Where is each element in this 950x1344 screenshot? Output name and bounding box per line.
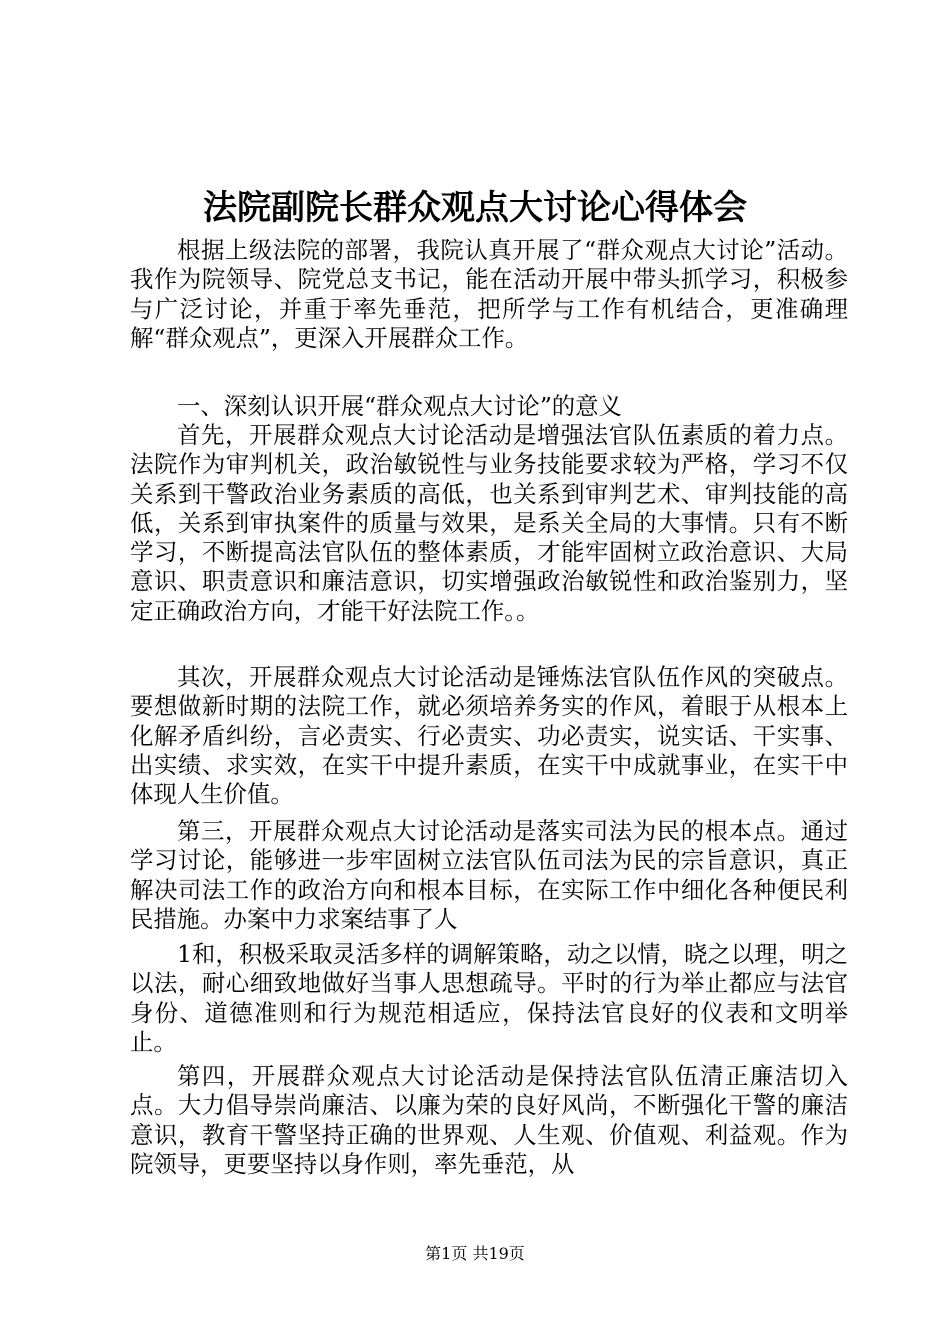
paragraph-second: 其次，开展群众观点大讨论活动是锤炼法官队伍作风的突破点。要想做新时期的法院工作，就必须培养务实的作风，着眼于从根本上化解矛盾纠纷，言必责实、行必责实、功必责实，说实话、干实事、出实绩、求实效，在实干中提升素质，在实干中成就事业，在实干中体现人生价值。 xyxy=(130,663,848,809)
paragraph-first: 首先，开展群众观点大讨论活动是增强法官队伍素质的着力点。法院作为审判机关，政治敏锐性与业务技能要求较为严格，学习不仅关系到干警政治业务素质的高低，也关系到审判艺术、审判技能的高低，关系到审执案件的质量与效果，是系关全局的大事情。只有不断学习，不断提高法官队伍的整体素质，才能牢固树立政治意识、大局意识、职责意识和廉洁意识，切实增强政治敏锐性和政治鉴别力，坚定正确政治方向，才能干好法院工作。。 xyxy=(130,421,848,625)
intro-paragraph: 根据上级法院的部署，我院认真开展了“群众观点大讨论”活动。我作为院领导、院党总支书记，能在活动开展中带头抓学习，积极参与广泛讨论，并重于率先垂范，把所学与工作有机结合，更准确理解“群众观点”，更深入开展群众工作。 xyxy=(130,236,848,352)
document-title: 法院副院长群众观点大讨论心得体会 xyxy=(203,188,747,228)
page-number-footer: 第1页 共19页 xyxy=(425,1244,525,1263)
section-heading: 一、深刻认识开展“群众观点大讨论”的意义 xyxy=(177,392,622,420)
paragraph-third: 第三，开展群众观点大讨论活动是落实司法为民的根本点。通过学习讨论，能够进一步牢固树立法官队伍司法为民的宗旨意识，真正解决司法工作的政治方向和根本目标，在实际工作中细化各种便民利民措施。办案中力求案结事了人 xyxy=(130,817,848,933)
paragraph-fourth: 第四，开展群众观点大讨论活动是保持法官队伍清正廉洁切入点。大力倡导崇尚廉洁、以廉为荣的良好风尚，不断强化干警的廉洁意识，教育干警坚持正确的世界观、人生观、价值观、利益观。作为院领导，更要坚持以身作则，率先垂范，从 xyxy=(130,1062,848,1178)
paragraph-third-continued: 1和，积极采取灵活多样的调解策略，动之以情，晓之以理，明之以法，耐心细致地做好当事人思想疏导。平时的行为举止都应与法官身份、道德准则和行为规范相适应，保持法官良好的仪表和文明举止。 xyxy=(130,940,848,1056)
